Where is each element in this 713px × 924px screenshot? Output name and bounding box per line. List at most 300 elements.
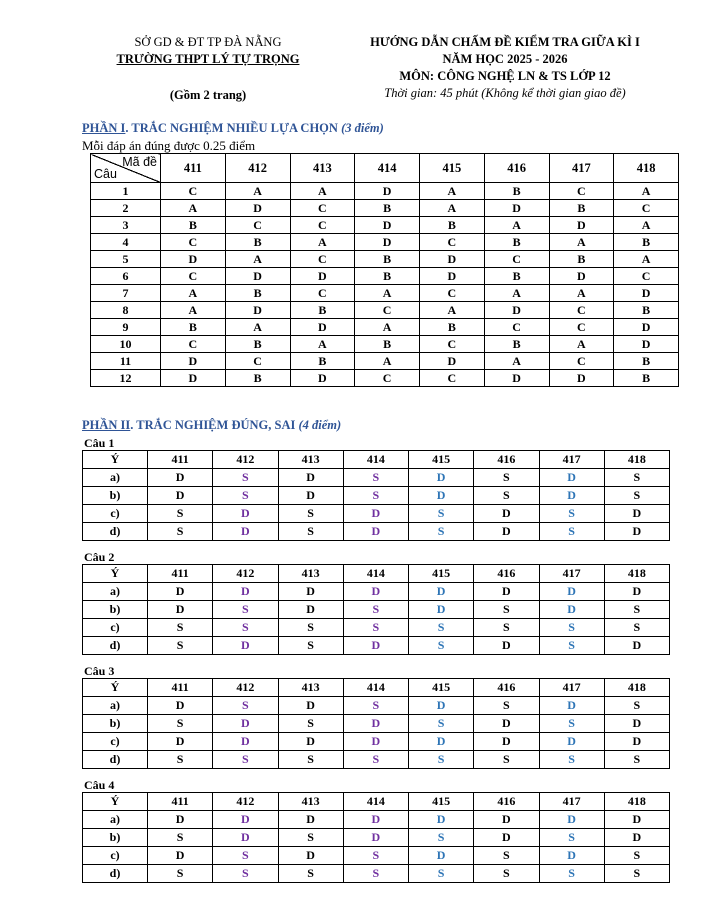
part1-title: . TRẮC NGHIỆM NHIỀU LỰA CHỌN (125, 121, 342, 135)
answer-cell: D (278, 601, 343, 619)
statement-label: a) (83, 583, 148, 601)
answer-cell: S (604, 469, 669, 487)
answer-cell: D (614, 285, 679, 302)
answer-cell: D (148, 487, 213, 505)
answer-cell: S (604, 487, 669, 505)
statement-label: c) (83, 505, 148, 523)
part2-title: . TRẮC NGHIỆM ĐÚNG, SAI (130, 418, 299, 432)
answer-cell: S (213, 601, 278, 619)
answer-cell: D (290, 268, 355, 285)
answer-cell: A (420, 183, 485, 200)
answer-cell: C (225, 217, 290, 234)
answer-cell: D (604, 583, 669, 601)
answer-cell: D (604, 505, 669, 523)
table-row (83, 865, 670, 883)
true-false-table (82, 450, 670, 541)
answer-cell: D (278, 487, 343, 505)
table-row (91, 302, 679, 319)
answer-cell: D (343, 583, 408, 601)
answer-cell: D (604, 811, 669, 829)
answer-cell: A (290, 183, 355, 200)
statement-label: b) (83, 487, 148, 505)
answer-cell: C (420, 285, 485, 302)
answer-cell: C (290, 251, 355, 268)
answer-cell: S (604, 697, 669, 715)
question-number: 12 (91, 370, 161, 387)
answer-cell: D (409, 487, 474, 505)
answer-cell: D (539, 487, 604, 505)
school-year: NĂM HỌC 2025 - 2026 (442, 52, 568, 66)
statement-label: a) (83, 811, 148, 829)
answer-cell: S (474, 865, 539, 883)
answer-cell: C (161, 183, 226, 200)
true-false-table (82, 792, 670, 883)
table-row (91, 200, 679, 217)
answer-cell: S (213, 865, 278, 883)
table-row (83, 583, 670, 601)
statement-label: b) (83, 829, 148, 847)
table-row (83, 469, 670, 487)
table-header-row (83, 565, 670, 583)
answer-cell: B (549, 251, 614, 268)
exam-code-header: 413 (278, 451, 343, 469)
answer-cell: S (474, 619, 539, 637)
exam-code-header: 416 (484, 154, 549, 183)
answer-cell: S (474, 601, 539, 619)
answer-cell: D (604, 829, 669, 847)
answer-cell: D (225, 302, 290, 319)
answer-cell: D (484, 200, 549, 217)
answer-cell: D (604, 733, 669, 751)
answer-cell: A (355, 353, 420, 370)
table-row (91, 251, 679, 268)
answer-cell: B (484, 234, 549, 251)
part1-answer-table (90, 153, 679, 387)
answer-cell: B (290, 302, 355, 319)
answer-cell: S (343, 487, 408, 505)
answer-cell: B (355, 251, 420, 268)
question-label: Câu 3 (84, 664, 115, 678)
answer-cell: D (614, 336, 679, 353)
answer-cell: B (290, 353, 355, 370)
exam-duration: Thời gian: 45 phút (Không kể thời gian giao đề) (384, 86, 626, 100)
answer-cell: D (409, 733, 474, 751)
answer-cell: C (290, 285, 355, 302)
exam-code-header: 417 (539, 565, 604, 583)
answer-cell: D (539, 847, 604, 865)
answer-cell: S (213, 469, 278, 487)
answer-cell: B (355, 268, 420, 285)
statement-label: b) (83, 715, 148, 733)
answer-cell: S (343, 751, 408, 769)
answer-cell: D (539, 469, 604, 487)
answer-cell: S (539, 505, 604, 523)
true-false-table (82, 678, 670, 769)
answer-cell: S (343, 847, 408, 865)
answer-cell: D (474, 637, 539, 655)
question-number: 9 (91, 319, 161, 336)
answer-cell: C (484, 251, 549, 268)
question-number: 8 (91, 302, 161, 319)
answer-cell: A (225, 251, 290, 268)
answer-cell: D (343, 523, 408, 541)
answer-cell: S (409, 619, 474, 637)
answer-cell: B (484, 336, 549, 353)
answer-cell: S (343, 865, 408, 883)
answer-cell: S (278, 829, 343, 847)
answer-cell: C (484, 319, 549, 336)
answer-cell: D (409, 469, 474, 487)
table-row (91, 268, 679, 285)
answer-cell: C (290, 200, 355, 217)
answer-cell: B (355, 200, 420, 217)
table-row (91, 319, 679, 336)
answer-cell: D (474, 715, 539, 733)
statement-label: c) (83, 847, 148, 865)
question-number: 3 (91, 217, 161, 234)
exam-code-header: 413 (278, 565, 343, 583)
exam-code-header: 418 (604, 793, 669, 811)
table-row (83, 811, 670, 829)
answer-cell: D (420, 268, 485, 285)
answer-cell: A (355, 285, 420, 302)
answer-cell: C (549, 302, 614, 319)
answer-cell: D (213, 523, 278, 541)
answer-cell: B (161, 217, 226, 234)
answer-cell: D (213, 733, 278, 751)
exam-code-header: 417 (549, 154, 614, 183)
answer-cell: D (278, 469, 343, 487)
answer-cell: B (614, 234, 679, 251)
answer-cell: A (549, 285, 614, 302)
exam-code-header: 416 (474, 679, 539, 697)
statement-label: d) (83, 751, 148, 769)
answer-cell: S (474, 847, 539, 865)
table-header-row (83, 679, 670, 697)
answer-cell: D (474, 505, 539, 523)
answer-cell: S (148, 715, 213, 733)
exam-code-header: 415 (420, 154, 485, 183)
statement-header: Ý (83, 451, 148, 469)
statement-label: a) (83, 469, 148, 487)
part2-heading (82, 418, 341, 433)
exam-code-header: 414 (343, 679, 408, 697)
answer-cell: D (161, 353, 226, 370)
answer-cell: B (484, 268, 549, 285)
answer-cell: C (549, 319, 614, 336)
part1-heading (82, 121, 384, 136)
table-row (83, 847, 670, 865)
answer-cell: D (604, 523, 669, 541)
answer-cell: S (474, 487, 539, 505)
question-number: 2 (91, 200, 161, 217)
corner-code-label: Mã đề (122, 155, 157, 169)
exam-code-header: 416 (474, 565, 539, 583)
exam-code-header: 417 (539, 793, 604, 811)
header-left (88, 34, 328, 104)
answer-cell: A (355, 319, 420, 336)
subject-line: MÔN: CÔNG NGHỆ LN & TS LỚP 12 (399, 69, 611, 83)
exam-code-header: 411 (148, 565, 213, 583)
answer-cell: D (148, 601, 213, 619)
answer-cell: S (278, 523, 343, 541)
answer-cell: S (409, 637, 474, 655)
table-row (91, 336, 679, 353)
answer-cell: D (409, 847, 474, 865)
table-row (83, 637, 670, 655)
answer-cell: A (225, 319, 290, 336)
answer-cell: S (409, 505, 474, 523)
answer-cell: S (213, 619, 278, 637)
answer-cell: D (161, 251, 226, 268)
table-row (91, 183, 679, 200)
question-number: 7 (91, 285, 161, 302)
answer-cell: D (420, 251, 485, 268)
answer-cell: C (420, 370, 485, 387)
answer-cell: S (343, 469, 408, 487)
school-name: TRƯỜNG THPT LÝ TỰ TRỌNG (116, 52, 300, 66)
statement-label: a) (83, 697, 148, 715)
answer-cell: D (213, 811, 278, 829)
answer-cell: S (604, 847, 669, 865)
answer-cell: S (278, 715, 343, 733)
answer-cell: D (539, 811, 604, 829)
answer-cell: A (290, 234, 355, 251)
answer-cell: B (225, 336, 290, 353)
answer-cell: D (278, 733, 343, 751)
table-row (91, 217, 679, 234)
answer-cell: S (343, 697, 408, 715)
answer-cell: C (420, 336, 485, 353)
answer-cell: S (474, 751, 539, 769)
part1-points: (3 điểm) (341, 121, 384, 135)
answer-cell: D (148, 847, 213, 865)
answer-cell: S (278, 751, 343, 769)
table-row (83, 751, 670, 769)
table-row (91, 285, 679, 302)
table-row (91, 370, 679, 387)
question-number: 4 (91, 234, 161, 251)
answer-cell: S (213, 487, 278, 505)
answer-cell: S (409, 715, 474, 733)
answer-cell: A (161, 285, 226, 302)
header-right (330, 34, 680, 102)
answer-cell: S (148, 637, 213, 655)
answer-cell: D (474, 583, 539, 601)
page-count: (Gồm 2 trang) (169, 88, 247, 102)
answer-cell: A (225, 183, 290, 200)
answer-cell: D (213, 583, 278, 601)
answer-cell: D (409, 811, 474, 829)
table-row (83, 829, 670, 847)
answer-cell: A (161, 200, 226, 217)
answer-cell: D (474, 523, 539, 541)
answer-cell: A (420, 302, 485, 319)
answer-cell: D (148, 583, 213, 601)
exam-code-header: 412 (213, 565, 278, 583)
answer-cell: D (474, 733, 539, 751)
part1-note: Mỗi đáp án đúng được 0.25 điểm (82, 138, 256, 153)
exam-code-header: 414 (355, 154, 420, 183)
table-row (83, 697, 670, 715)
answer-cell: B (161, 319, 226, 336)
answer-cell: D (604, 637, 669, 655)
answer-cell: D (539, 601, 604, 619)
answer-cell: S (409, 829, 474, 847)
exam-code-header: 416 (474, 793, 539, 811)
answer-cell: B (614, 302, 679, 319)
answer-cell: C (161, 336, 226, 353)
exam-code-header: 415 (409, 451, 474, 469)
table-row (83, 619, 670, 637)
answer-cell: S (213, 697, 278, 715)
answer-cell: D (278, 697, 343, 715)
statement-label: d) (83, 637, 148, 655)
exam-code-header: 415 (409, 565, 474, 583)
answer-cell: D (355, 217, 420, 234)
exam-code-header: 411 (161, 154, 226, 183)
answer-cell: A (161, 302, 226, 319)
answer-cell: B (614, 370, 679, 387)
table-header-row (91, 154, 679, 183)
exam-code-header: 417 (539, 679, 604, 697)
answer-cell: S (148, 505, 213, 523)
answer-cell: D (539, 697, 604, 715)
answer-cell: A (484, 217, 549, 234)
answer-cell: D (484, 302, 549, 319)
answer-cell: D (539, 733, 604, 751)
part1-label: PHẦN I (82, 121, 126, 135)
exam-code-header: 412 (213, 679, 278, 697)
answer-cell: B (420, 217, 485, 234)
table-row (83, 523, 670, 541)
answer-cell: S (604, 751, 669, 769)
answer-cell: D (409, 601, 474, 619)
answer-cell: S (278, 637, 343, 655)
answer-cell: B (420, 319, 485, 336)
statement-label: b) (83, 601, 148, 619)
answer-cell: D (343, 829, 408, 847)
answer-cell: D (484, 370, 549, 387)
answer-cell: D (549, 217, 614, 234)
question-label: Câu 4 (84, 778, 115, 792)
exam-code-header: 414 (343, 565, 408, 583)
answer-cell: D (213, 505, 278, 523)
answer-cell: B (225, 285, 290, 302)
answer-cell: S (343, 601, 408, 619)
answer-cell: S (148, 523, 213, 541)
statement-header: Ý (83, 565, 148, 583)
question-number: 10 (91, 336, 161, 353)
question-number: 5 (91, 251, 161, 268)
answer-cell: S (539, 619, 604, 637)
answer-cell: D (290, 319, 355, 336)
exam-code-header: 416 (474, 451, 539, 469)
department-name: SỞ GD & ĐT TP ĐÀ NẴNG (134, 35, 282, 49)
answer-cell: S (148, 865, 213, 883)
answer-cell: D (409, 697, 474, 715)
answer-cell: D (213, 637, 278, 655)
answer-cell: D (343, 505, 408, 523)
answer-cell: D (213, 715, 278, 733)
answer-cell: S (148, 829, 213, 847)
answer-cell: D (474, 811, 539, 829)
answer-cell: A (420, 200, 485, 217)
answer-cell: A (614, 217, 679, 234)
answer-cell: D (225, 268, 290, 285)
answer-cell: S (278, 619, 343, 637)
answer-cell: D (343, 811, 408, 829)
answer-cell: B (484, 183, 549, 200)
answer-cell: B (355, 336, 420, 353)
answer-cell: S (474, 697, 539, 715)
answer-cell: A (484, 353, 549, 370)
answer-cell: D (355, 234, 420, 251)
exam-code-header: 413 (290, 154, 355, 183)
answer-cell: C (549, 353, 614, 370)
answer-cell: S (539, 715, 604, 733)
answer-cell: S (343, 619, 408, 637)
answer-cell: A (549, 234, 614, 251)
exam-code-header: 418 (604, 679, 669, 697)
exam-code-header: 417 (539, 451, 604, 469)
answer-cell: A (484, 285, 549, 302)
answer-cell: D (420, 353, 485, 370)
answer-cell: D (225, 200, 290, 217)
exam-code-header: 412 (213, 793, 278, 811)
statement-header: Ý (83, 679, 148, 697)
exam-code-header: 411 (148, 679, 213, 697)
answer-cell: S (409, 865, 474, 883)
exam-code-header: 414 (343, 793, 408, 811)
statement-header: Ý (83, 793, 148, 811)
answer-cell: C (355, 302, 420, 319)
part2-label: PHẦN II (82, 418, 131, 432)
answer-cell: S (148, 619, 213, 637)
answer-cell: S (409, 523, 474, 541)
true-false-table (82, 564, 670, 655)
answer-cell: C (290, 217, 355, 234)
corner-question-label: Câu (94, 167, 117, 181)
answer-cell: C (225, 353, 290, 370)
answer-cell: D (549, 370, 614, 387)
table-row (91, 234, 679, 251)
answer-cell: D (549, 268, 614, 285)
table-header-row (83, 451, 670, 469)
answer-cell: A (614, 183, 679, 200)
answer-cell: B (225, 234, 290, 251)
table-row (83, 601, 670, 619)
statement-label: d) (83, 523, 148, 541)
answer-cell: C (614, 268, 679, 285)
answer-cell: A (549, 336, 614, 353)
answer-cell: S (409, 751, 474, 769)
document-title: HƯỚNG DẪN CHẤM ĐỀ KIỂM TRA GIỮA KÌ I (370, 35, 640, 49)
table-row (83, 505, 670, 523)
exam-code-header: 414 (343, 451, 408, 469)
statement-label: d) (83, 865, 148, 883)
answer-cell: D (290, 370, 355, 387)
answer-cell: D (278, 583, 343, 601)
table-header-row (83, 793, 670, 811)
part2-points: (4 điểm) (298, 418, 342, 432)
answer-cell: D (614, 319, 679, 336)
exam-code-header: 413 (278, 793, 343, 811)
answer-cell: D (474, 829, 539, 847)
question-number: 6 (91, 268, 161, 285)
exam-code-header: 411 (148, 793, 213, 811)
answer-cell: D (343, 637, 408, 655)
